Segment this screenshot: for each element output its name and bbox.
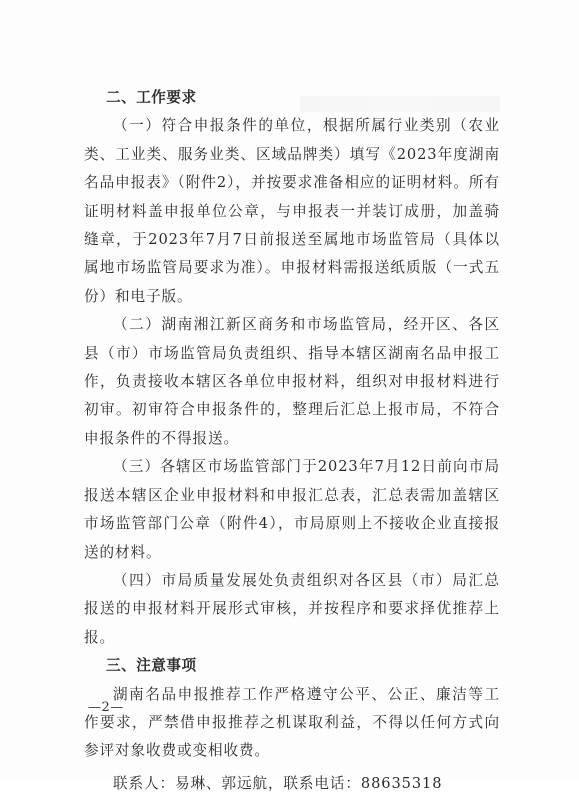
page-number: —2— <box>88 700 124 715</box>
section-heading-notes: 三、注意事项 <box>106 657 197 675</box>
paragraph-notes: 湖南名品申报推荐工作严格遵守公平、公正、廉洁等工作要求，严禁借申报推荐之机谋取利益，不得以任何方式向参评对象收费或变相收费。 <box>84 685 500 760</box>
paragraph-requirement-3: （三）各辖区市场监管部门于2023年7月12日前向市局报送本辖区企业申报材料和申报汇总表，汇总表需加盖辖区市场监管部门公章（附件4），市局原则上不接收企业直接报送的材料。 <box>84 458 500 561</box>
paragraph-requirement-2: （二）湖南湘江新区商务和市场监管局，经开区、各区县（市）市场监管局负责组织、指导本辖区湖南名品申报工作，负责接收本辖区各单位申报材料，组织对申报材料进行初审。初审符合申报条件的，整理后汇总上报市局，不符合申报条件的不得报送。 <box>84 316 500 447</box>
document-body <box>84 84 500 798</box>
contact-line: 联系人：易琳、郭远航，联系电话：88635318 <box>113 774 443 792</box>
paragraph-requirement-4: （四）市局质量发展处负责组织对各区县（市）局汇总报送的申报材料开展形式审核，并按程序和要求择优推荐上报。 <box>84 571 500 646</box>
section-heading-work-requirements: 二、工作要求 <box>106 89 197 106</box>
paragraph-requirement-1: （一）符合申报条件的单位，根据所属行业类别（农业类、工业类、服务业类、区域品牌类）填写《2023年度湖南名品申报表》（附件2），并按要求准备相应的证明材料。所有证明材料盖申报单位公章，与申报表一并装订成册，加盖骑缝章，于2023年7月7日前报送至属地市场监管局（具体以属地市场监管局要求为准）。申报材料需报送纸质版（一式五份）和电子版。 <box>84 117 500 305</box>
